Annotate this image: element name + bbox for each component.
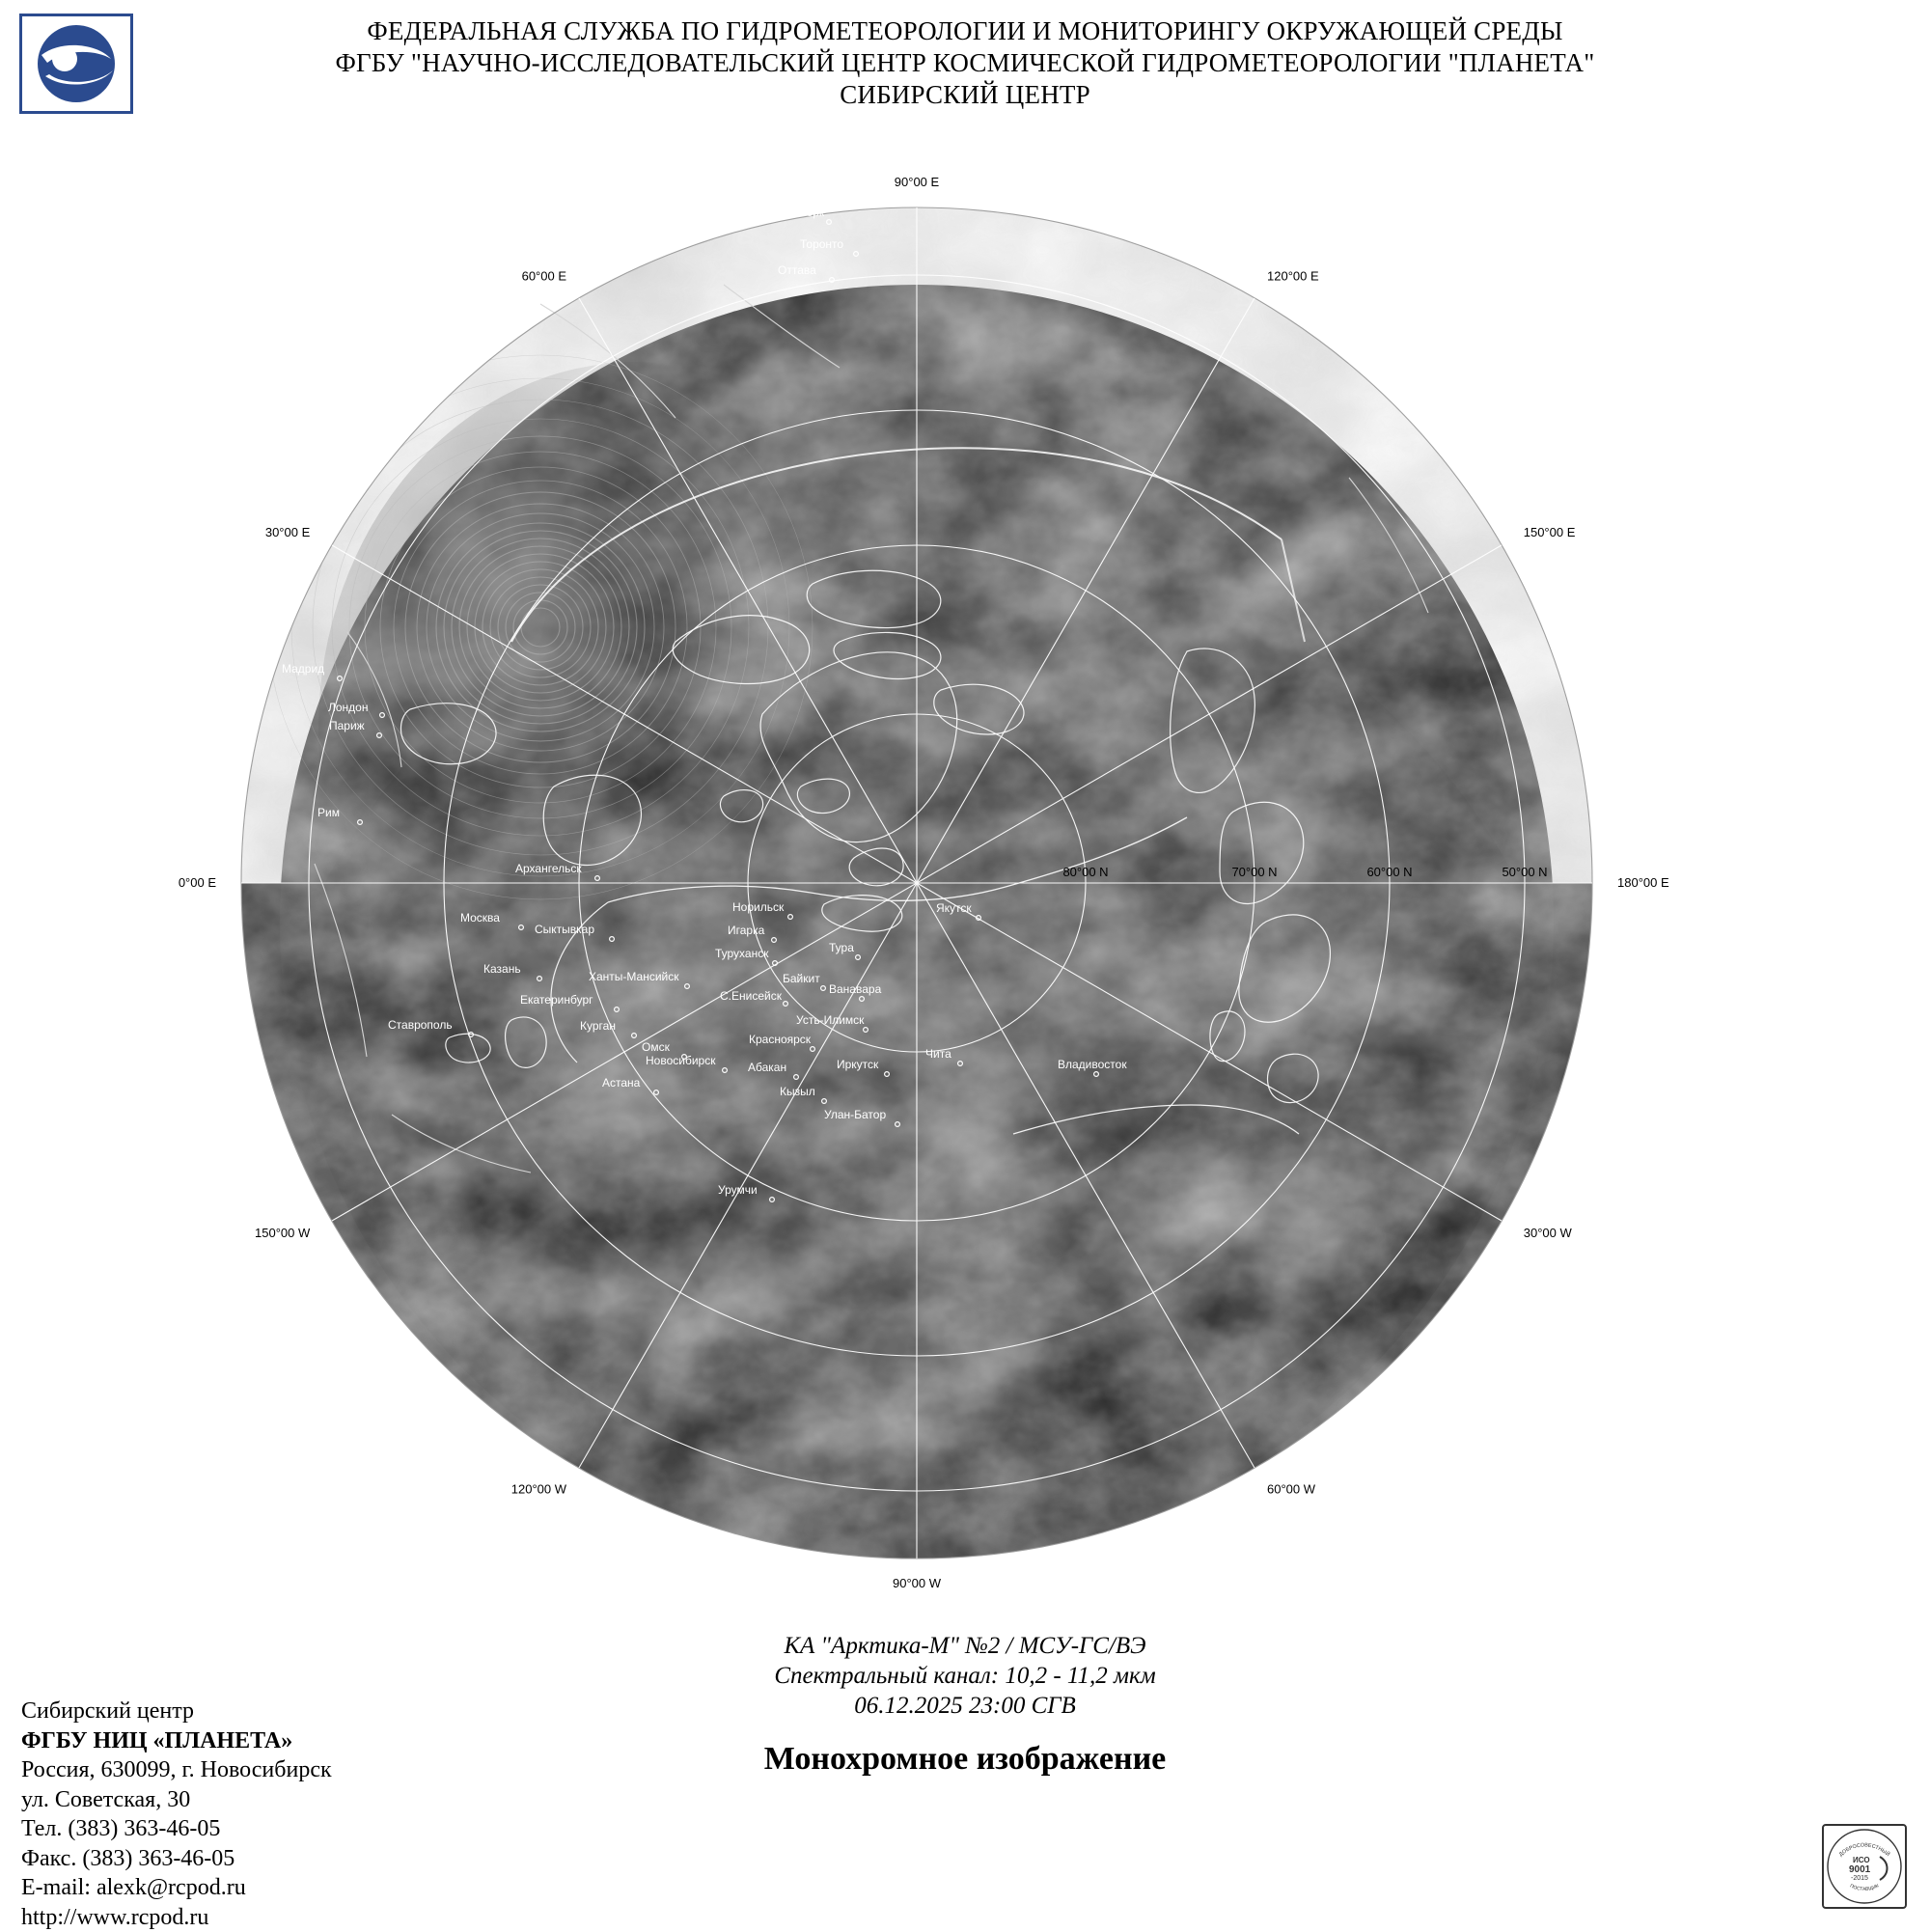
city-label: Екатеринбург: [520, 993, 593, 1007]
city-label: Красноярск: [749, 1033, 812, 1046]
city-label: Ванавара: [829, 982, 882, 996]
city-label: Абакан: [748, 1061, 786, 1074]
parallel-label: 50°00 N: [1502, 865, 1547, 879]
contact-line: Факс. (383) 363-46-05: [21, 1844, 504, 1874]
meridian-label: 60°00 E: [522, 268, 567, 283]
contact-line: Тел. (383) 363-46-05: [21, 1814, 504, 1844]
city-label: Казань: [483, 962, 521, 976]
city-label: Усть-Илимск: [796, 1013, 865, 1027]
caption-datetime: 06.12.2025 23:00 СГВ: [579, 1691, 1351, 1721]
city-label: Урумчи: [718, 1183, 758, 1197]
header-line-1: ФЕДЕРАЛЬНАЯ СЛУЖБА ПО ГИДРОМЕТЕОРОЛОГИИ И МОНИТОРИНГУ ОКРУЖАЮЩЕЙ СРЕДЫ: [145, 15, 1785, 47]
contact-line: Сибирский центр: [21, 1697, 504, 1726]
header-line-2: ФГБУ "НАУЧНО-ИССЛЕДОВАТЕЛЬСКИЙ ЦЕНТР КОСМИЧЕСКОЙ ГИДРОМЕТЕОРОЛОГИИ "ПЛАНЕТА": [145, 47, 1785, 79]
city-label: Тура: [829, 941, 854, 954]
city-label: Ставрополь: [388, 1018, 453, 1032]
satellite-map[interactable]: [222, 188, 1612, 1578]
city-label: Байкит: [783, 972, 820, 985]
parallel-label: 60°00 N: [1366, 865, 1412, 879]
contact-line: Россия, 630099, г. Новосибирск: [21, 1755, 504, 1785]
caption-title: Монохромное изображение: [579, 1738, 1351, 1780]
city-label: Норильск: [732, 900, 785, 914]
meridian-label: 90°00 E: [895, 175, 940, 189]
city-label: Якутск: [936, 901, 972, 915]
city-label: Рим: [317, 806, 340, 819]
city-label: Курган: [580, 1019, 616, 1033]
city-label: Кызыл: [780, 1085, 815, 1098]
contact-block: [21, 1697, 504, 1932]
city-label: Нью-Йорк: [771, 205, 825, 219]
city-label: Ханты-Мансийск: [589, 970, 679, 983]
caption-channel: Спектральный канал: 10,2 - 11,2 мкм: [579, 1661, 1351, 1691]
iso-certification-stamp: [1822, 1824, 1907, 1909]
planeta-logo-icon: [19, 14, 133, 114]
city-label: Мадрид: [282, 662, 324, 676]
city-label: Астана: [602, 1076, 641, 1090]
city-label: Сыктывкар: [535, 923, 594, 936]
meridian-label: 90°00 W: [893, 1576, 942, 1590]
contact-line: ФГБУ НИЦ «ПЛАНЕТА»: [21, 1726, 504, 1756]
city-label: Владивосток: [1058, 1058, 1127, 1071]
meridian-label: 120°00 E: [1267, 268, 1319, 283]
city-label: Париж: [329, 719, 365, 732]
contact-website[interactable]: http://www.rcpod.ru: [21, 1903, 504, 1932]
svg-text:-2015: -2015: [1851, 1875, 1868, 1882]
city-label: Улан-Батор: [824, 1108, 886, 1121]
meridian-label: 180°00 E: [1617, 875, 1669, 890]
caption-satellite: КА "Арктика-М" №2 / МСУ-ГС/ВЭ: [579, 1631, 1351, 1661]
svg-text:ДОБРОСОВЕСТНЫЙ: ДОБРОСОВЕСТНЫЙ: [1838, 1842, 1892, 1858]
city-label: Омск: [642, 1040, 671, 1054]
meridian-label: 60°00 W: [1267, 1482, 1316, 1497]
contact-email: E-mail: alexk@rcpod.ru: [21, 1873, 504, 1903]
meridian-label: 30°00 W: [1524, 1226, 1573, 1240]
contact-line: ул. Советская, 30: [21, 1785, 504, 1815]
parallel-label: 80°00 N: [1062, 865, 1108, 879]
city-label: Москва: [460, 911, 500, 925]
meridian-label: 120°00 W: [511, 1482, 567, 1497]
city-label: Лондон: [328, 701, 368, 714]
svg-text:9001: 9001: [1849, 1864, 1871, 1875]
city-label: Игарка: [728, 924, 765, 937]
city-label: Новосибирск: [646, 1054, 716, 1067]
svg-text:ИСО: ИСО: [1853, 1856, 1870, 1864]
city-label: С.Енисейск: [720, 989, 783, 1003]
meridian-label: 0°00 E: [179, 875, 217, 890]
city-label: Иркутск: [837, 1058, 879, 1071]
header-title-block: [145, 15, 1785, 111]
page-header: [0, 0, 1930, 135]
header-line-3: СИБИРСКИЙ ЦЕНТР: [145, 79, 1785, 111]
svg-text:ПОСТАВЩИК: ПОСТАВЩИК: [1849, 1883, 1880, 1891]
city-label: Архангельск: [515, 862, 582, 875]
city-label: Оттава: [778, 263, 816, 277]
parallel-label: 70°00 N: [1231, 865, 1277, 879]
city-label: Туруханск: [715, 947, 769, 960]
meridian-label: 150°00 W: [255, 1226, 311, 1240]
city-label: Торонто: [800, 237, 843, 251]
meridian-label: 150°00 E: [1524, 525, 1576, 539]
city-label: Чита: [925, 1047, 951, 1061]
meridian-label: 30°00 E: [265, 525, 311, 539]
image-caption: [579, 1631, 1351, 1780]
map-canvas[interactable]: [222, 188, 1612, 1578]
